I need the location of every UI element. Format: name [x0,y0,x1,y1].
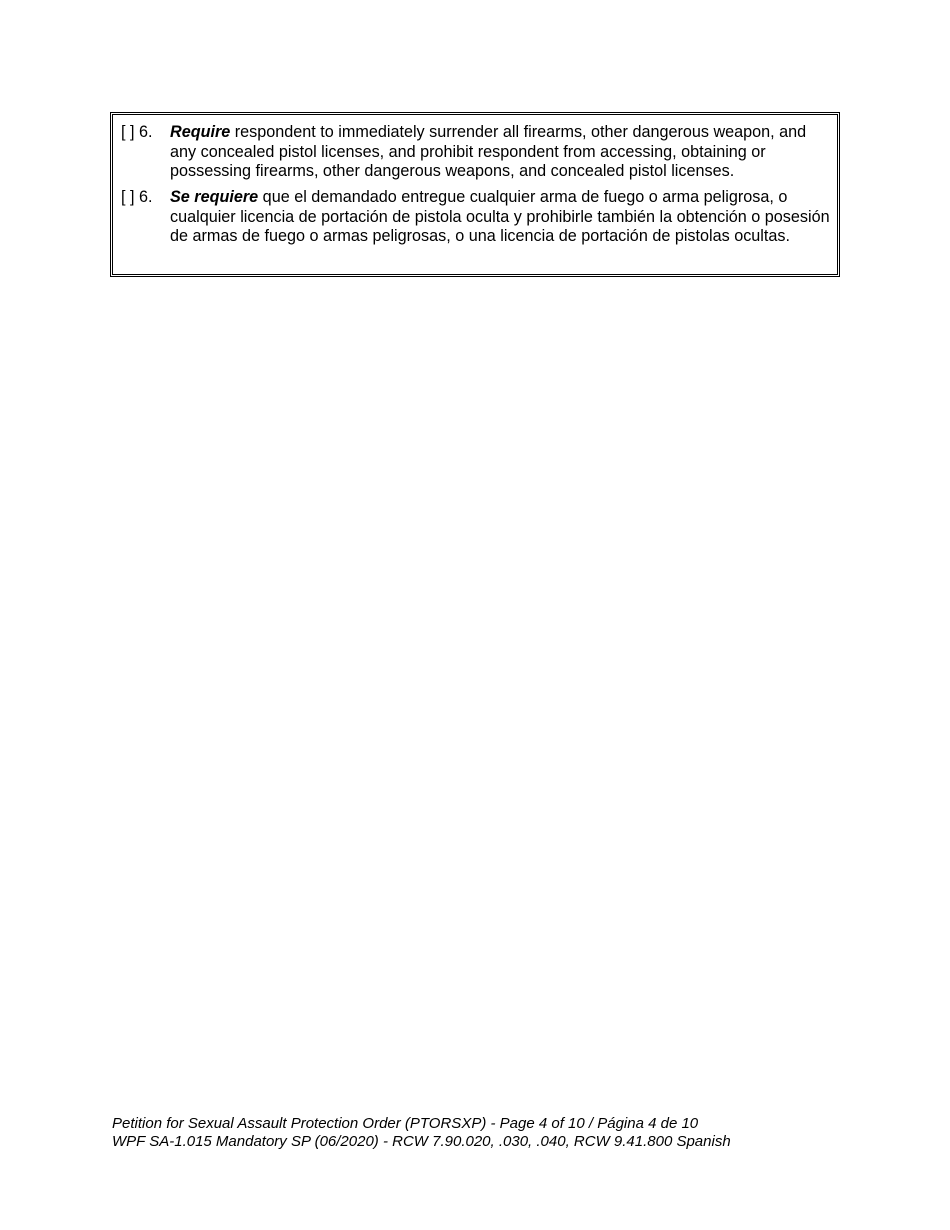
checkbox[interactable]: [ ] [121,123,135,141]
item-text [170,123,835,182]
item-marker [121,188,153,208]
checkbox[interactable]: [ ] [121,188,135,206]
item-marker [121,123,153,143]
item-lead: Se requiere [170,188,259,206]
item-body: respondent to immediately surrender all firearms, other dangerous weapon, and any concealed pistol licenses, and prohibit respondent from accessing, obtaining or possessing firearms, other dangerous weapons, and concealed pistol licenses. [170,123,807,181]
item-text [170,188,835,247]
item-body: que el demandado entregue cualquier arma de fuego o arma peligrosa, o cualquier licencia de portación de pistola oculta y prohibirle también la obtención o posesión de armas de fuego o armas peligrosas, o una licencia de portación de pistolas ocultas. [170,188,830,246]
relief-option-box [110,112,840,277]
footer-line-2: WPF SA-1.015 Mandatory SP (06/2020) - RCW 7.90.020, .030, .040, RCW 9.41.800 Spanish [112,1133,731,1150]
item-lead: Require [170,123,231,141]
footer-line-1: Petition for Sexual Assault Protection Order (PTORSXP) - Page 4 of 10 / Página 4 de 10 [112,1115,699,1132]
item-number: 6. [139,123,153,141]
item-number: 6. [139,188,153,206]
page-footer [112,1115,731,1151]
